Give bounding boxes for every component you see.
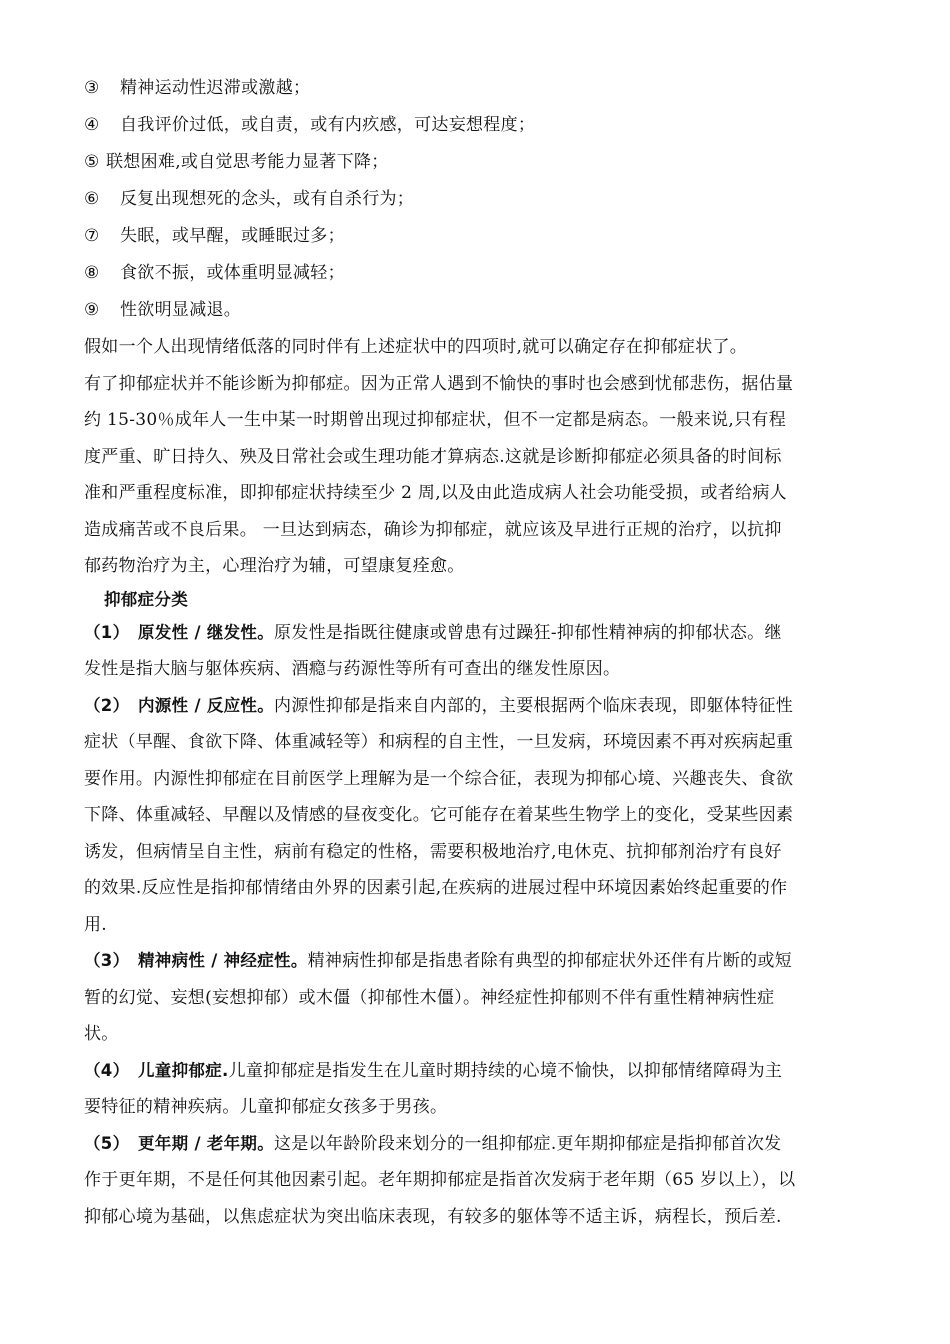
list-number: ⑨ [84,300,100,320]
list-text: 性欲明显减退。 [120,300,242,320]
classification-5 [84,1126,870,1236]
paragraph-line [84,1053,870,1090]
paragraph-line [84,1126,870,1163]
list-text: 反复出现想死的念头，或有自杀行为； [120,189,415,209]
paragraph-summary: 假如一个人出现情绪低落的同时伴有上述症状中的四项时,就可以确定存在抑郁症状了。 [84,337,748,357]
paragraph-line: 状。 [84,1024,119,1044]
classification-label: 精神病性 / 神经症性。 [138,951,308,970]
classification-index: （1） [84,622,130,642]
list-text: 食欲不振，或体重明显减轻； [120,263,345,283]
classification-index: （4） [84,1060,130,1080]
section-heading: 抑郁症分类 [104,589,188,609]
list-number: ⑤ [84,152,100,172]
classification-1 [84,615,870,688]
classification-index: （2） [84,695,130,715]
paragraph-line: 发性是指大脑与躯体疾病、酒瘾与药源性等所有可查出的继发性原因。 [84,659,621,679]
list-text: 精神运动性迟滞或激越； [120,78,311,98]
classification-label: 原发性 / 继发性。 [138,622,275,642]
list-number: ③ [84,78,100,98]
classification-label: 内源性 / 反应性。 [138,695,275,715]
classification-3 [84,943,870,1053]
paragraph-line: 诱发，但病情呈自主性，病前有稳定的性格，需要积极地治疗,电休克、抗抑郁剂治疗有良好 [84,841,782,862]
classification-4 [84,1053,870,1126]
classification-text: 原发性是指既往健康或曾患有过躁狂-抑郁性精神病的抑郁状态。继 [274,622,782,643]
paragraph-diagnosis [84,366,870,585]
paragraph-line: 要作用。内源性抑郁症在目前医学上理解为是一个综合征，表现为抑郁心境、兴趣丧失、食欲 [84,768,794,789]
classification-text: 内源性抑郁是指来自内部的，主要根据两个临床表现，即躯体特征性 [274,695,794,716]
paragraph-line: 有了抑郁症状并不能诊断为抑郁症。因为正常人遇到不愉快的事时也会感到忧郁悲伤，据估量 [84,373,794,394]
paragraph-line: 郁药物治疗为主，心理治疗为辅，可望康复痊愈。 [84,556,465,576]
classification-label: 儿童抑郁症. [138,1060,229,1080]
classification-label: 更年期 / 老年期。 [138,1133,275,1153]
symptom-list [84,70,870,329]
list-item [84,181,870,218]
list-item [84,144,870,181]
classification-index: （5） [84,1133,130,1153]
paragraph-line: 度严重、旷日持久、殃及日常社会或生理功能才算病态.这就是诊断抑郁症必须具备的时间标 [84,446,782,467]
classification-index: （3） [84,951,130,970]
paragraph-line: 用. [84,914,108,935]
list-text: 联想困难,或自觉思考能力显著下降； [106,152,389,172]
paragraph-line: 准和严重程度标准，即抑郁症状持续至少 2 周,以及由此造成病人社会功能受损，或者给病人 [84,483,787,503]
list-number: ⑧ [84,263,100,283]
paragraph-line: 造成痛苦或不良后果。 一旦达到病态，确诊为抑郁症，就应该及早进行正规的治疗，以抗抑 [84,519,782,540]
classification-2 [84,688,870,944]
list-number: ④ [84,115,100,135]
list-item [84,70,870,107]
paragraph-line: 作于更年期，不是任何其他因素引起。老年期抑郁症是指首次发病于老年期（65 岁以上），以 [84,1170,796,1190]
list-text: 失眠，或早醒，或睡眠过多； [120,226,345,246]
paragraph-line: 抑郁心境为基础，以焦虑症状为突出临床表现，有较多的躯体等不适主诉，病程长，预后差. [84,1206,782,1227]
list-item [84,107,870,144]
list-item [84,292,870,329]
document-page [84,70,870,1235]
list-text: 自我评价过低，或自责，或有内疚感，可达妄想程度； [120,115,536,135]
list-item [84,255,870,292]
paragraph-line: 下降、体重减轻、早醒以及情感的昼夜变化。它可能存在着某些生物学上的变化，受某些因素 [84,805,794,825]
classification-text: 儿童抑郁症是指发生在儿童时期持续的心境不愉快，以抑郁情绪障碍为主 [228,1060,783,1081]
paragraph-line: 要特征的精神疾病。儿童抑郁症女孩多于男孩。 [84,1097,448,1117]
list-number: ⑦ [84,226,100,246]
paragraph-line [84,943,870,980]
classification-text: 精神病性抑郁是指患者除有典型的抑郁症状外还伴有片断的或短 [307,951,793,971]
paragraph-line: 的效果.反应性是指抑郁情绪由外界的因素引起,在疾病的进展过程中环境因素始终起重要的作 [84,878,788,898]
paragraph-line: 暂的幻觉、妄想(妄想抑郁）或木僵（抑郁性木僵）。神经症性抑郁则不伴有重性精神病性症 [84,987,775,1008]
classification-text: 这是以年龄阶段来划分的一组抑郁症.更年期抑郁症是指抑郁首次发 [274,1133,782,1154]
paragraph-line [84,688,870,725]
list-number: ⑥ [84,189,100,209]
paragraph-line [84,615,870,652]
paragraph-line: 症状（早醒、食欲下降、体重减轻等）和病程的自主性，一旦发病，环境因素不再对疾病起重 [84,732,794,752]
paragraph-line: 约 15-30％成年人一生中某一时期曾出现过抑郁症状，但不一定都是病态。一般来说,只有程 [84,410,787,430]
list-item [84,218,870,255]
